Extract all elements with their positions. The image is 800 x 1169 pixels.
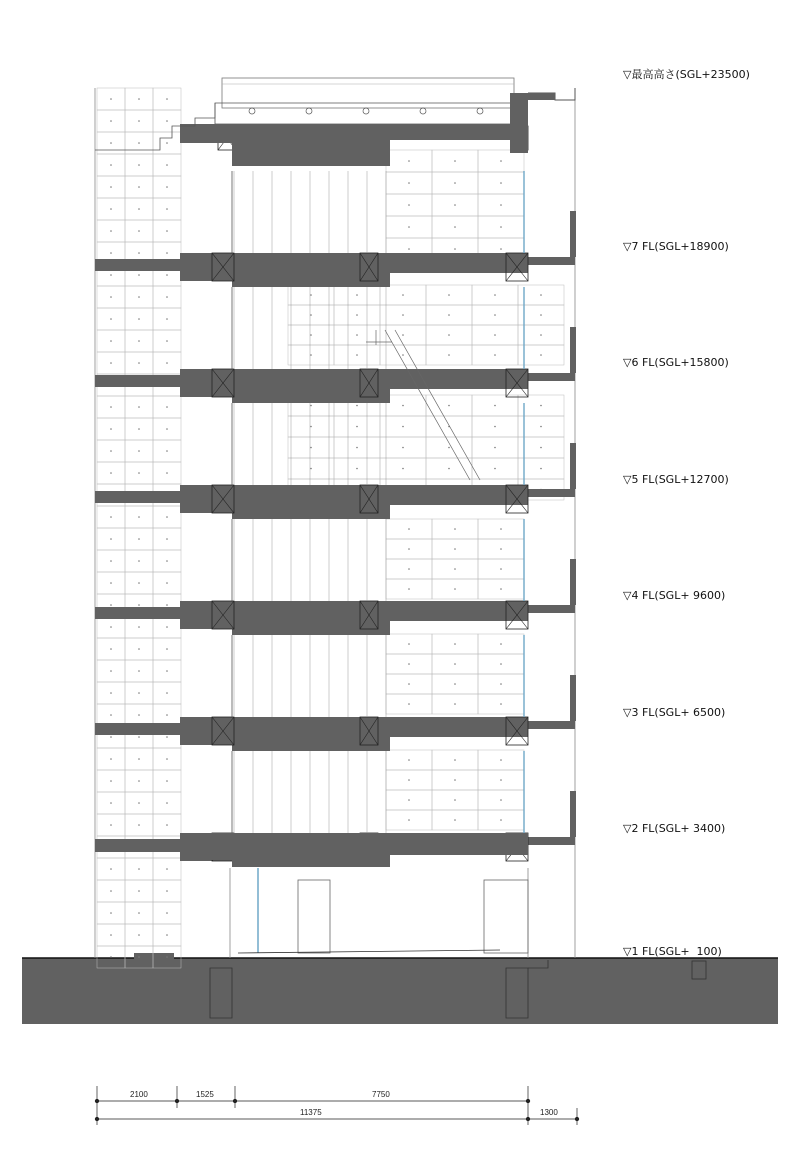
floor-slab [95, 403, 576, 519]
floor-slab [95, 519, 576, 635]
level-label-3fl: ▽3 FL(SGL+ 6500) [623, 706, 726, 719]
dim-11375: 11375 [300, 1108, 322, 1117]
foundation [22, 953, 778, 1024]
dim-2100: 2100 [130, 1090, 148, 1099]
ground-floor-openings [238, 868, 528, 953]
floor-slabs [95, 126, 576, 867]
dim-1525: 1525 [196, 1090, 214, 1099]
level-label-7fl: ▽7 FL(SGL+18900) [623, 240, 729, 253]
dim-1300: 1300 [540, 1108, 558, 1117]
level-label-5fl: ▽5 FL(SGL+12700) [623, 473, 729, 486]
floor-slab [95, 171, 576, 287]
outer-walls [95, 88, 575, 958]
level-label-2fl: ▽2 FL(SGL+ 3400) [623, 822, 726, 835]
level-label-6fl: ▽6 FL(SGL+15800) [623, 356, 729, 369]
level-label-max-height: ▽最高高さ(SGL+23500) [623, 68, 750, 81]
dimension-lines [95, 1086, 579, 1125]
stair [366, 330, 480, 480]
dim-7750: 7750 [372, 1090, 390, 1099]
level-label-1fl: ▽1 FL(SGL+ 100) [623, 945, 722, 958]
roof [95, 78, 575, 166]
level-label-4fl: ▽4 FL(SGL+ 9600) [623, 589, 726, 602]
